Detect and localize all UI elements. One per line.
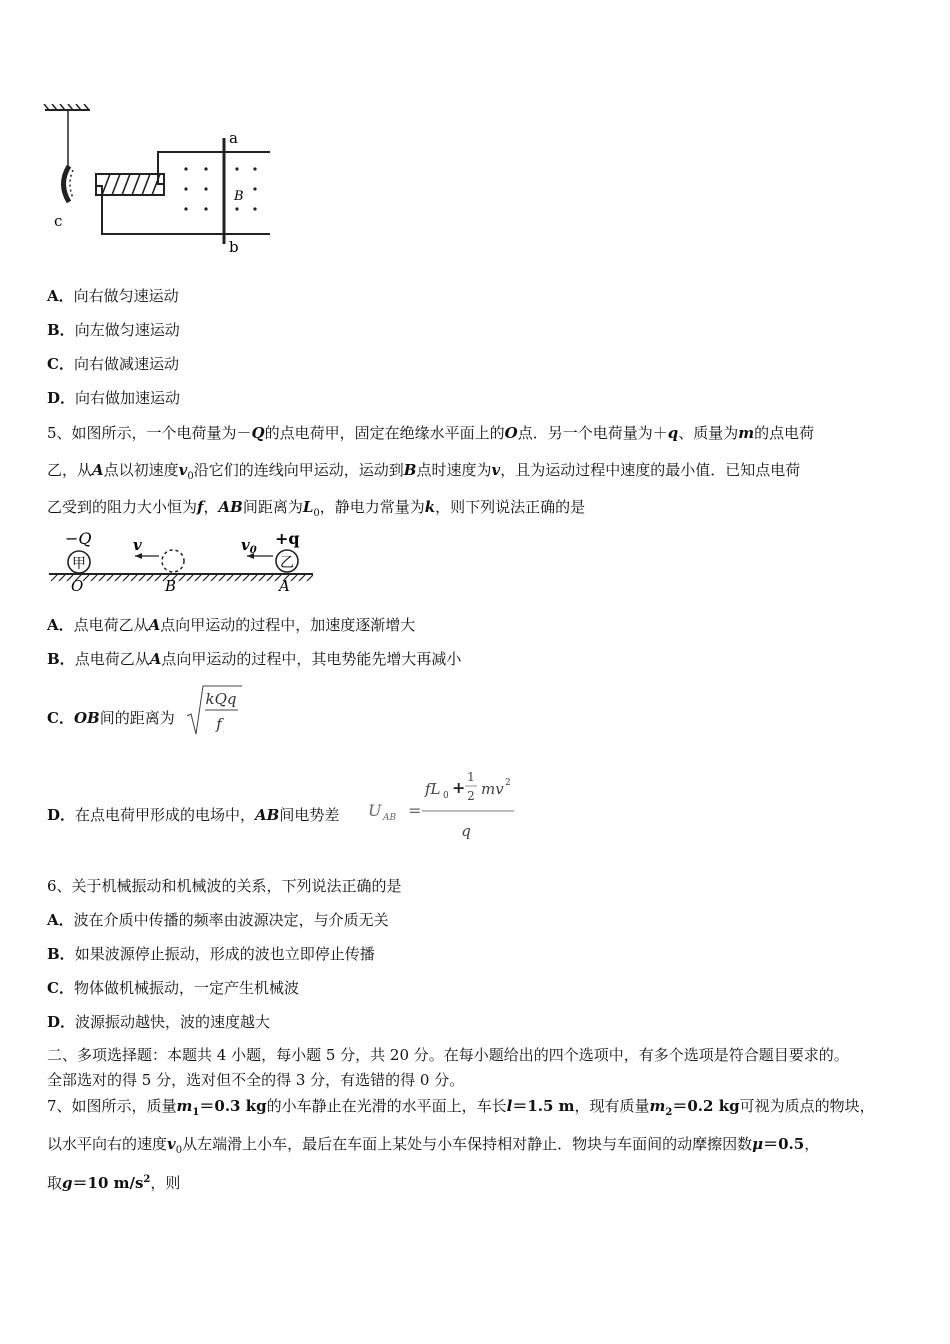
- formula-fL-sub: 0: [443, 791, 449, 801]
- q4-option-d: D．向右做加速运动: [47, 389, 181, 407]
- circuit-figure: [40, 104, 280, 256]
- q6-option-a: A．波在介质中传播的频率由波源决定，与介质无关: [47, 911, 389, 929]
- label-a: a: [229, 129, 238, 147]
- formula-mv: mv: [481, 780, 504, 798]
- q5-option-a: A．点电荷乙从A点向甲运动的过程中，加速度逐渐增大: [47, 616, 416, 634]
- label-minus-Q: −Q: [65, 529, 92, 548]
- q5-stem-line1: 5、如图所示，一个电荷量为－Q的点电荷甲，固定在绝缘水平面上的O点．另一个电荷量为＋q、质量为m的点电荷: [47, 424, 815, 442]
- section2-heading-line1: 二、多项选择题：本题共 4 小题，每小题 5 分，共 20 分。在每小题给出的四个选项中，有多个选项是符合题目要求的。: [47, 1046, 849, 1064]
- potential-formula: [366, 764, 522, 844]
- q6-option-d: D．波源振动越快，波的速度越大: [47, 1013, 271, 1031]
- formula-U: U: [368, 801, 382, 820]
- q7-stem-line1: 7、如图所示，质量$m_1=0.3$ kg的小车静止在光滑的水平面上，车长l＝1.5 m，现有质量$m_2=0.2$ kg可视为质点的物块，: [47, 1097, 875, 1118]
- q4-option-c: C．向右做减速运动: [47, 355, 179, 373]
- q6-stem: 6、关于机械振动和机械波的关系，下列说法正确的是: [47, 877, 402, 895]
- q4-option-a: A．向右做匀速运动: [47, 287, 179, 305]
- formula-equals: =: [408, 801, 422, 820]
- q7-stem-line3: 取g＝10 $m/s^2$，则: [47, 1174, 181, 1192]
- label-v: v: [133, 536, 142, 554]
- label-plus-q: +q: [275, 529, 300, 548]
- label-v0: $v_0$: [241, 536, 257, 556]
- label-b: b: [229, 238, 239, 256]
- label-c: c: [54, 212, 63, 230]
- charge-yi: 乙: [280, 555, 294, 571]
- q4-option-b: B．向左做匀速运动: [47, 321, 180, 339]
- formula-fL: fL: [425, 780, 441, 798]
- label-A-point: A: [279, 577, 290, 594]
- charges-figure: [47, 528, 317, 594]
- sqrt-numerator: kQq: [205, 690, 237, 708]
- formula-q: q: [461, 822, 471, 840]
- q5-option-c: C．OB间的距离为: [47, 709, 175, 727]
- sqrt-formula: [186, 684, 246, 740]
- q6-option-b: B．如果波源停止振动，形成的波也立即停止传播: [47, 945, 375, 963]
- q6-option-c: C．物体做机械振动，一定产生机械波: [47, 979, 299, 997]
- section2-heading-line2: 全部选对的得 5 分，选对但不全的得 3 分，有选错的得 0 分。: [47, 1071, 465, 1089]
- formula-half-num: 1: [467, 770, 475, 784]
- q7-stem-line2: 以水平向右的速度$v_0$从左端滑上小车，最后在车面上某处与小车保持相对静止．物块与车面间的动摩擦因数μ＝0.5，: [47, 1135, 820, 1156]
- label-B-field: B: [234, 189, 244, 204]
- q5-option-b: B．点电荷乙从A点向甲运动的过程中，其电势能先增大再减小: [47, 650, 462, 668]
- q5-stem-line2: 乙，从A点以初速度$v_0$沿它们的连线向甲运动，运动到B点时速度为v，且为运动过程中速度的最小值．已知点电荷: [47, 461, 801, 482]
- charge-jia: 甲: [72, 556, 86, 572]
- q5-option-d: D．在点电荷甲形成的电场中，AB间电势差: [47, 806, 340, 824]
- sqrt-denominator: f: [216, 715, 222, 733]
- formula-plus: +: [452, 778, 466, 797]
- label-B-point: B: [165, 577, 177, 594]
- formula-half-den: 2: [467, 789, 475, 803]
- q5-stem-line3: 乙受到的阻力大小恒为f，AB间距离为$L_0$，静电力常量为k，则下列说法正确的是: [47, 498, 586, 519]
- formula-mv-sup: 2: [505, 778, 511, 788]
- formula-U-sub: AB: [383, 813, 397, 823]
- label-O: O: [71, 577, 84, 594]
